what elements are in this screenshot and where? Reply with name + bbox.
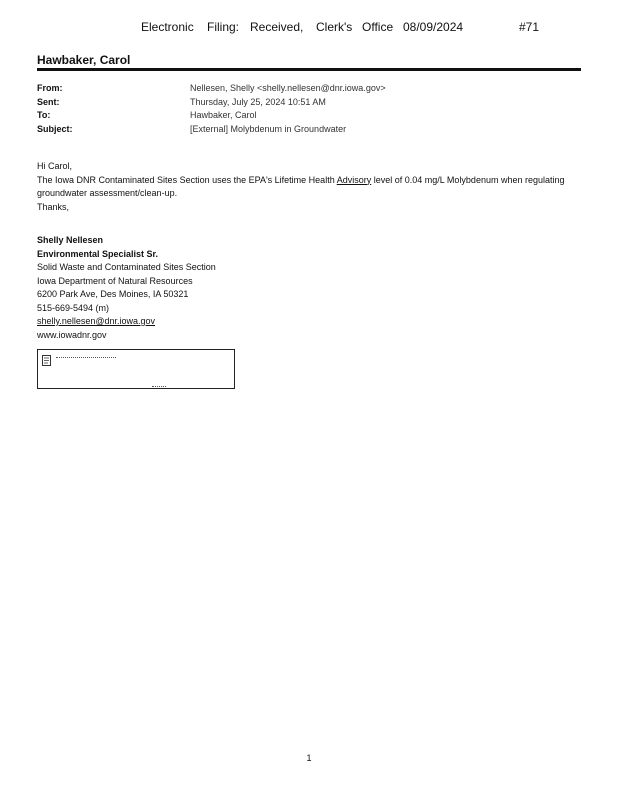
to-value: Hawbaker, Carol xyxy=(190,110,257,120)
subject-value: [External] Molybdenum in Groundwater xyxy=(190,123,347,134)
filing-stamp-word: Received, xyxy=(250,20,304,34)
broken-image-icon xyxy=(42,355,51,366)
placeholder-caption-line xyxy=(56,357,116,358)
filing-stamp-word: Electronic xyxy=(141,20,194,34)
sent-value: Thursday, July 25, 2024 10:51 AM xyxy=(190,96,326,107)
signature-section: Solid Waste and Contaminated Sites Section xyxy=(37,262,216,272)
from-label: From: xyxy=(37,83,63,93)
filing-stamp-word: Clerk's xyxy=(316,20,353,34)
advisory-word: Advisory xyxy=(336,174,372,185)
signature-name: Shelly Nellesen xyxy=(37,235,104,245)
filing-stamp-date: 08/09/2024 xyxy=(403,20,464,34)
body-paragraph-part2: level of 0.04 mg/L Molybdenum when regulating groundwater assessment/clean-up. xyxy=(37,174,565,198)
closing: Thanks, xyxy=(37,201,70,212)
to-label: To: xyxy=(37,110,51,120)
filing-stamp-word: Office xyxy=(362,20,394,34)
signature-department: Iowa Department of Natural Resources xyxy=(37,275,193,286)
sent-label: Sent: xyxy=(37,96,60,107)
subject-label: Subject: xyxy=(37,123,73,134)
filing-stamp xyxy=(0,20,618,36)
body-paragraph xyxy=(37,174,587,201)
greeting: Hi Carol, xyxy=(37,161,73,171)
embedded-image-placeholder xyxy=(37,349,235,389)
signature-title: Environmental Specialist Sr. xyxy=(37,248,159,259)
body-paragraph-part1: The Iowa DNR Contaminated Sites Section uses the EPA's Lifetime Health xyxy=(37,174,337,185)
header-name: Hawbaker, Carol xyxy=(37,53,131,67)
page-number: 1 xyxy=(306,753,312,763)
signature-website: www.iowadnr.gov xyxy=(37,329,107,340)
header-divider xyxy=(37,68,581,71)
filing-stamp-word: Filing: xyxy=(207,20,240,34)
from-value: Nellesen, Shelly <shelly.nellesen@dnr.iowa.gov> xyxy=(190,83,386,93)
signature-email-link[interactable]: shelly.nellesen@dnr.iowa.gov xyxy=(37,316,156,326)
filing-stamp-number: #71 xyxy=(519,20,540,34)
body-spacer xyxy=(37,214,587,234)
email-body xyxy=(37,160,587,342)
signature-address: 6200 Park Ave, Des Moines, IA 50321 xyxy=(37,289,189,299)
placeholder-dots xyxy=(152,386,166,387)
signature-phone: 515-669-5494 (m) xyxy=(37,302,110,313)
